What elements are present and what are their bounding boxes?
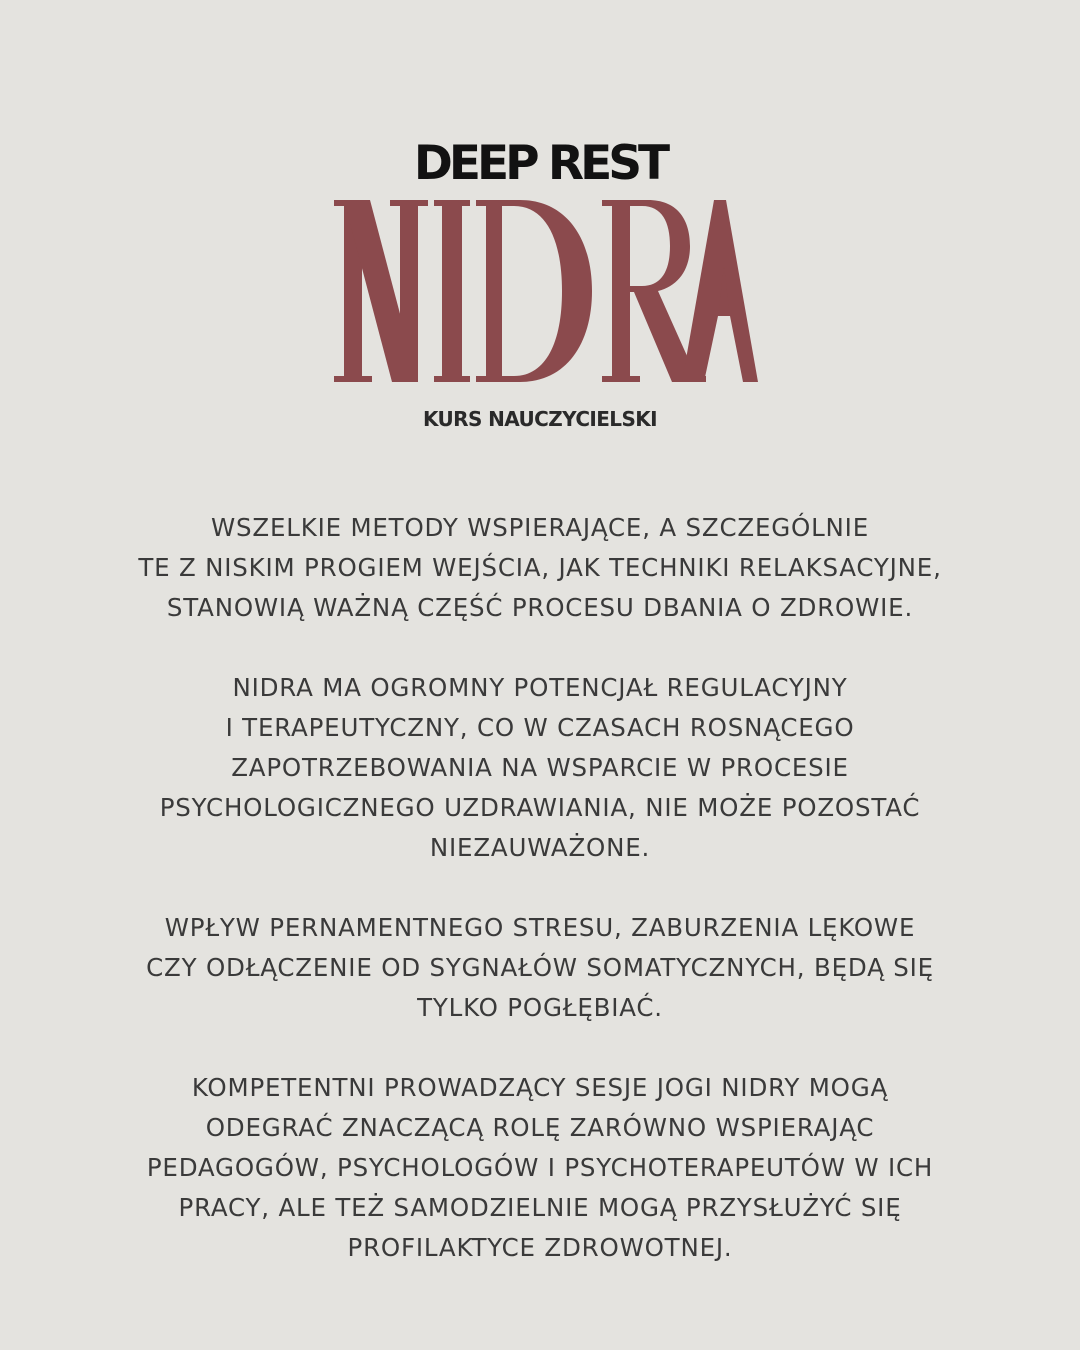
nidra-logo <box>330 196 758 386</box>
paragraph-line: ODEGRAĆ ZNACZĄCĄ ROLĘ ZARÓWNO WSPIERAJĄC <box>205 1113 875 1142</box>
paragraph-line: PRACY, ALE TEŻ SAMODZIELNIE MOGĄ PRZYSŁUŻYĆ SIĘ <box>178 1193 902 1222</box>
paragraph-line: PEDAGOGÓW, PSYCHOLOGÓW I PSYCHOTERAPEUTÓW W ICH <box>146 1153 934 1182</box>
paragraph-line: WSZELKIE METODY WSPIERAJĄCE, A SZCZEGÓLNIE <box>211 513 869 542</box>
brand-title: DEEP REST <box>413 136 667 191</box>
body-text <box>60 508 1020 1268</box>
course-subtitle: KURS NAUCZYCIELSKI <box>422 407 657 431</box>
paragraph-line: WPŁYW PERNAMENTNEGO STRESU, ZABURZENIA LĘKOWE <box>164 913 916 942</box>
paragraph-line: TYLKO POGŁĘBIAĆ. <box>417 993 663 1022</box>
paragraph-line: NIDRA MA OGROMNY POTENCJAŁ REGULACYJNY <box>232 673 848 702</box>
paragraph-line: TE Z NISKIM PROGIEM WEJŚCIA, JAK TECHNIKI RELAKSACYJNE, <box>138 553 942 582</box>
paragraph-line: I TERAPEUTYCZNY, CO W CZASACH ROSNĄCEGO <box>225 713 855 742</box>
paragraph-line: PSYCHOLOGICZNEGO UZDRAWIANIA, NIE MOŻE POZOSTAĆ <box>159 793 921 822</box>
paragraph-line: KOMPETENTNI PROWADZĄCY SESJE JOGI NIDRY MOGĄ <box>191 1073 889 1102</box>
paragraph-line: ZAPOTRZEBOWANIA NA WSPARCIE W PROCESIE <box>231 753 849 782</box>
paragraph-2 <box>60 668 1020 868</box>
paragraph-4 <box>60 1068 1020 1268</box>
paragraph-line: PROFILAKTYCE ZDROWOTNEJ. <box>347 1233 733 1262</box>
paragraph-line: STANOWIĄ WAŻNĄ CZĘŚĆ PROCESU DBANIA O ZDROWIE. <box>166 593 914 622</box>
paragraph-line: NIEZAUWAŻONE. <box>429 833 651 862</box>
paragraph-line: CZY ODŁĄCZENIE OD SYGNAŁÓW SOMATYCZNYCH, BĘDĄ SIĘ <box>146 953 934 982</box>
paragraph-3 <box>60 908 1020 1028</box>
paragraph-1 <box>60 508 1020 628</box>
